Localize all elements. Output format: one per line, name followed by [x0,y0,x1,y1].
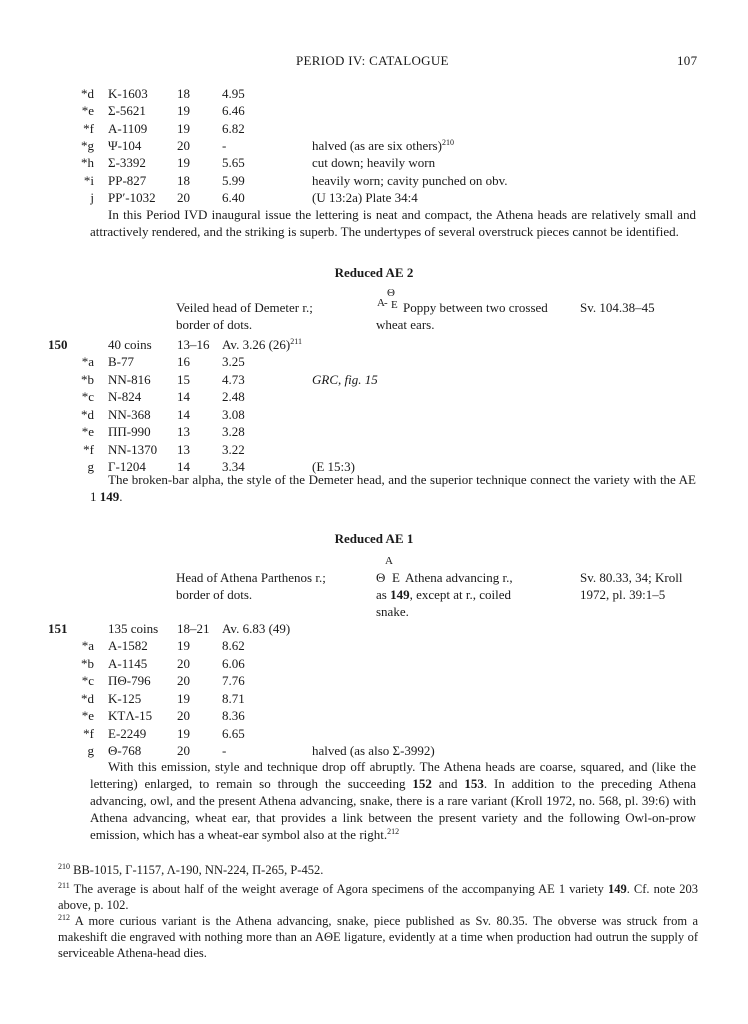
diameter-range: 13–16 [177,337,210,352]
specimen-id: B-77 [108,354,134,369]
specimen-diameter: 19 [177,155,190,171]
table-row [0,637,748,654]
specimen-id: Γ-1204 [108,459,146,474]
average-weight: Av. 3.26 $(26)^{211}$ [222,337,302,352]
specimen-mark: g [87,459,94,474]
ae2-summary-row [0,336,748,353]
specimen-weight: 3.22 [222,441,245,457]
specimen-mark: *c [81,389,94,404]
table-row [0,441,748,458]
specimen-id: Σ-3392 [108,155,146,171]
specimen-weight: 5.65 [222,155,245,171]
specimen-weight: 3.28 [222,424,245,439]
specimen-note: GRC, fig. 15 [312,371,378,387]
specimen-diameter: 20 [177,189,190,205]
coin-count: 135 coins [108,621,159,636]
table-row [0,655,748,672]
specimen-weight: 3.08 [222,406,245,422]
coin-count: 40 coins [108,337,152,352]
commentary-paragraph-ae2: The broken-bar alpha, the style of the Demeter head, and the superior technique connect the variety with the AE 1 149. [90,472,696,504]
ae2-reverse-desc-cont: wheat ears. [376,317,435,332]
specimen-mark: *e [81,424,94,439]
specimen-weight: 4.95 [222,86,245,101]
specimen-weight: 6.65 [222,725,245,741]
specimen-weight: 6.46 [222,103,245,119]
specimen-diameter: 14 [177,406,190,422]
average-weight: Av. 6.83 (49) [222,621,291,636]
specimen-id: A-1582 [108,638,148,653]
specimen-mark: *d [81,406,94,422]
specimen-diameter: 14 [177,389,190,404]
table-row [0,371,748,388]
table-row [0,742,748,759]
specimen-id: NN-368 [108,406,151,422]
ae1-summary-row [0,620,748,637]
ae1-legend-epsilon: E [392,570,400,585]
table-row [0,189,748,206]
table-row [0,725,748,742]
specimen-id: Ψ-104 [108,137,142,153]
table-row [0,423,748,440]
specimen-diameter: 19 [177,120,190,136]
page-number: 107 [677,53,698,68]
specimen-weight: 8.71 [222,690,245,706]
specimen-id: KTΛ-15 [108,708,153,723]
specimen-id: K-125 [108,690,142,706]
ae2-reverse-desc: Poppy between two crossed [403,300,548,315]
specimen-id: ΠΠ-990 [108,424,151,439]
ae1-legend-theta: Θ [376,570,386,585]
ae2-legend-epsilon: E [391,299,398,311]
specimen-diameter: 20 [177,743,190,758]
specimen-weight: 2.48 [222,389,245,404]
section-heading-reduced-ae1: Reduced AE 1 [334,531,414,546]
diameter-range: 18–21 [177,621,210,636]
specimen-id: A-1145 [108,655,148,671]
specimen-mark: *g [81,137,94,153]
footnote-212: $^{212}$ A more curious variant is the Athena advancing, snake, piece published as Sv. 80.35. The obverse was struck from a makeshift die engraved with nothing more than an AΘE ligature, evidently at a time when production had outrun the supply of serviceable Athena-head dies. [58,913,699,960]
table-row [0,690,748,707]
specimen-weight: 5.99 [222,172,245,188]
specimen-diameter: 20 [177,708,190,723]
specimen-weight: 8.62 [222,638,245,653]
specimen-note: (E 15:3) [312,459,355,474]
specimen-diameter: 18 [177,86,190,101]
specimen-mark: *a [81,638,94,653]
catalogue-number: 151 [48,621,68,636]
section-heading-reduced-ae2: Reduced AE 2 [334,265,414,280]
ae2-legend-theta: Θ [387,287,395,299]
specimen-diameter: 20 [177,673,190,688]
specimen-diameter: 19 [177,103,190,119]
specimen-weight: - [222,137,227,153]
ae2-reference: Sv. 104.38–45 [580,300,655,315]
specimen-mark: j [90,189,94,205]
specimen-mark: *d [81,690,94,706]
catalogue-number: 150 [48,337,68,352]
specimen-mark: *d [81,86,94,101]
table-row [0,707,748,724]
footnote-211: $^{211}$ The average is about half of the weight average of Agora specimens of the accompanying AE 1 variety 149. Cf. note 203 above, p. 102. [58,881,698,912]
specimen-note: halved (as are six others)$^{210}$ [312,137,454,153]
specimen-mark: *f [83,725,94,741]
specimen-id: N-824 [108,389,142,404]
ae1-obverse-border: border of dots. [176,587,253,602]
table-row [0,353,748,370]
specimen-weight: 6.82 [222,120,245,136]
table-row [0,672,748,689]
specimen-weight: 7.76 [222,673,245,688]
table-row [0,388,748,405]
specimen-diameter: 20 [177,137,190,153]
ae2-legend-alpha: A [377,297,385,309]
specimen-mark: *f [83,120,94,136]
ae2-obverse-border: border of dots. [176,317,253,332]
ae1-legend-alpha: A [385,555,393,567]
specimen-diameter: 19 [177,690,190,706]
specimen-diameter: 18 [177,172,190,188]
specimen-note: heavily worn; cavity punched on obv. [312,172,508,188]
specimen-id: E-2249 [108,725,147,741]
specimen-id: A-1109 [108,120,148,136]
table-row [0,406,748,423]
specimen-note: cut down; heavily worn [312,155,436,171]
specimen-diameter: 20 [177,655,190,671]
specimen-weight: 6.06 [222,655,245,671]
table-row [0,172,748,189]
specimen-note: (U 13:2a) Plate 34:4 [312,189,418,205]
table-row [0,154,748,171]
specimen-mark: *h [81,155,94,171]
specimen-diameter: 13 [177,441,190,457]
specimen-id: PP-827 [108,172,147,188]
table-row [0,120,748,137]
ae1-reverse-desc-cont: as 149, except at r., coiled [376,587,512,602]
ae1-obverse-desc: Head of Athena Parthenos r.; [176,570,326,585]
specimen-diameter: 16 [177,354,190,369]
ae1-reference-cont: 1972, pl. 39:1–5 [580,587,666,602]
specimen-mark: *f [83,441,94,457]
table-row [0,137,748,154]
commentary-paragraph-ae1: With this emission, style and technique drop off abruptly. The Athena heads are coarse, squared, and (like the lettering) enlarged, to remain so through the succeeding 152 and 153. In addition to the preceding Athena advancing, owl, and the present Athena advancing, snake, there is a rare variant (Kroll 1972, no. 568, pl. 39:6) with Athena advancing, wheat ear, that provides a link between the present variety and the following Owl-on-prow emission, which has a wheat-ear symbol also at the right.$^{212}$ [90,759,696,842]
ae1-reverse-desc: Athena advancing r., [405,570,513,585]
specimen-id: NN-1370 [108,441,158,457]
specimen-weight: 8.36 [222,708,245,723]
specimen-diameter: 19 [177,725,190,741]
specimen-weight: 3.34 [222,459,245,474]
specimen-mark: g [87,743,94,758]
specimen-weight: 3.25 [222,354,245,369]
specimen-id: Σ-5621 [108,103,146,119]
commentary-paragraph-ivd: In this Period IVD inaugural issue the lettering is neat and compact, the Athena heads are relatively small and attractively rendered, and the striking is superb. The undertypes of several overstruck pieces cannot be identified. [90,207,696,239]
specimen-id: PP′-1032 [108,189,156,205]
specimen-id: ΠΘ-796 [108,673,151,688]
specimen-diameter: 19 [177,638,190,653]
specimen-diameter: 13 [177,424,190,439]
specimen-weight: - [222,743,227,758]
specimen-mark: *i [83,172,94,188]
ae2-legend-dash: - [384,297,388,309]
specimen-weight: 4.73 [222,371,245,387]
specimen-diameter: 15 [177,371,190,387]
specimen-mark: *a [81,354,94,369]
specimen-mark: *c [81,673,94,688]
specimen-id: Θ-768 [108,743,142,758]
specimen-diameter: 14 [177,459,190,474]
ae1-reverse-desc-end: snake. [376,604,409,619]
table-row [0,85,748,102]
ae1-reference: Sv. 80.33, 34; Kroll [580,570,683,585]
specimen-id: K-1603 [108,86,148,101]
specimen-mark: *b [81,655,94,671]
footnote-210: $^{210}$ BB-1015, Γ-1157, Λ-190, NN-224, Π-265, P-452. [58,862,324,877]
specimen-weight: 6.40 [222,189,245,205]
specimen-mark: *e [81,103,94,119]
specimen-mark: *e [81,708,94,723]
specimen-mark: *b [81,371,94,387]
table-row [0,102,748,119]
specimen-id: NN-816 [108,371,151,387]
specimen-note: halved (as also Σ-3992) [312,743,435,758]
running-title: PERIOD IV: CATALOGUE [296,53,449,68]
ae2-obverse-desc: Veiled head of Demeter r.; [176,300,313,315]
